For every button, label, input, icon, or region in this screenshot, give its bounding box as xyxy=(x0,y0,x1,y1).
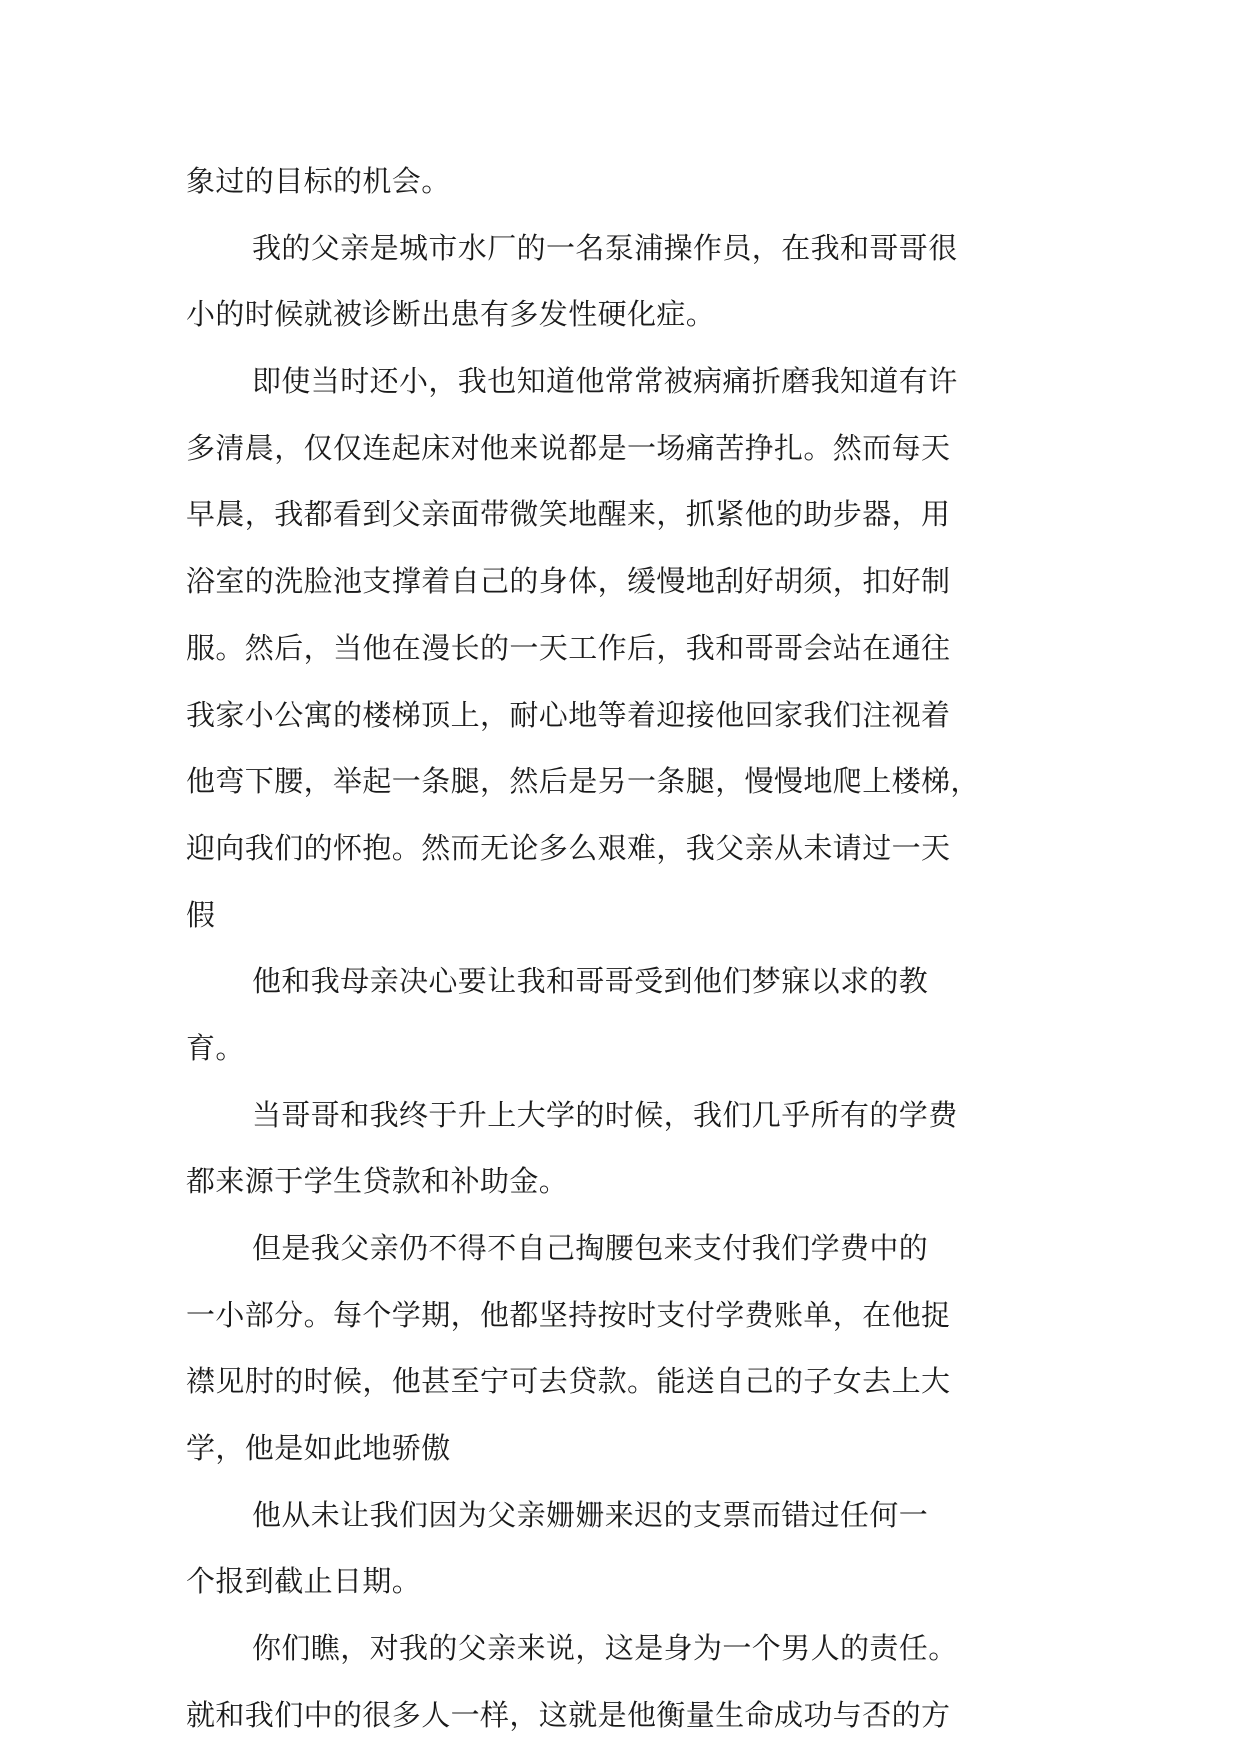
text-line: 小的时候就被诊断出患有多发性硬化症。 xyxy=(186,297,716,332)
text-line: 他和我母亲决心要让我和哥哥受到他们梦寐以求的教 xyxy=(252,964,929,999)
text-line: 学，他是如此地骄傲 xyxy=(186,1431,451,1466)
text-line: 襟见肘的时候，他甚至宁可去贷款。能送自己的子女去上大 xyxy=(186,1364,951,1399)
text-line: 浴室的洗脸池支撑着自己的身体，缓慢地刮好胡须，扣好制 xyxy=(186,564,951,599)
text-line: 他弯下腰，举起一条腿，然后是另一条腿，慢慢地爬上楼梯， xyxy=(186,764,980,799)
text-line: 当哥哥和我终于升上大学的时候，我们几乎所有的学费 xyxy=(252,1097,958,1132)
text-line: 象过的目标的机会。 xyxy=(186,164,451,198)
text-line: 我家小公寓的楼梯顶上，耐心地等着迎接他回家我们注视着 xyxy=(186,697,951,732)
text-line: 多清晨，仅仅连起床对他来说都是一场痛苦挣扎。然而每天 xyxy=(186,430,951,465)
text-line: 他从未让我们因为父亲姗姗来迟的支票而错过任何一 xyxy=(252,1497,929,1532)
text-line: 你们瞧，对我的父亲来说，这是身为一个男人的责任。 xyxy=(252,1631,958,1666)
text-line: 育。 xyxy=(186,1030,245,1065)
text-line: 但是我父亲仍不得不自己掏腰包来支付我们学费中的 xyxy=(252,1231,929,1265)
text-line: 我的父亲是城市水厂的一名泵浦操作员，在我和哥哥很 xyxy=(252,230,958,265)
text-line: 一小部分。每个学期，他都坚持按时支付学费账单，在他捉 xyxy=(186,1297,951,1332)
text-line: 服。然后，当他在漫长的一天工作后，我和哥哥会站在通往 xyxy=(186,630,951,665)
text-line: 早晨，我都看到父亲面带微笑地醒来，抓紧他的助步器，用 xyxy=(186,497,951,532)
text-line: 迎向我们的怀抱。然而无论多么艰难，我父亲从未请过一天 xyxy=(186,830,951,865)
text-line: 就和我们中的很多人一样，这就是他衡量生命成功与否的方 xyxy=(186,1697,951,1732)
text-line: 即使当时还小，我也知道他常常被病痛折磨我知道有许 xyxy=(252,364,958,399)
body-text xyxy=(186,148,1056,1749)
text-line: 都来源于学生贷款和补助金。 xyxy=(186,1164,569,1199)
text-line: 假 xyxy=(186,897,216,932)
text-line: 个报到截止日期。 xyxy=(186,1564,422,1599)
